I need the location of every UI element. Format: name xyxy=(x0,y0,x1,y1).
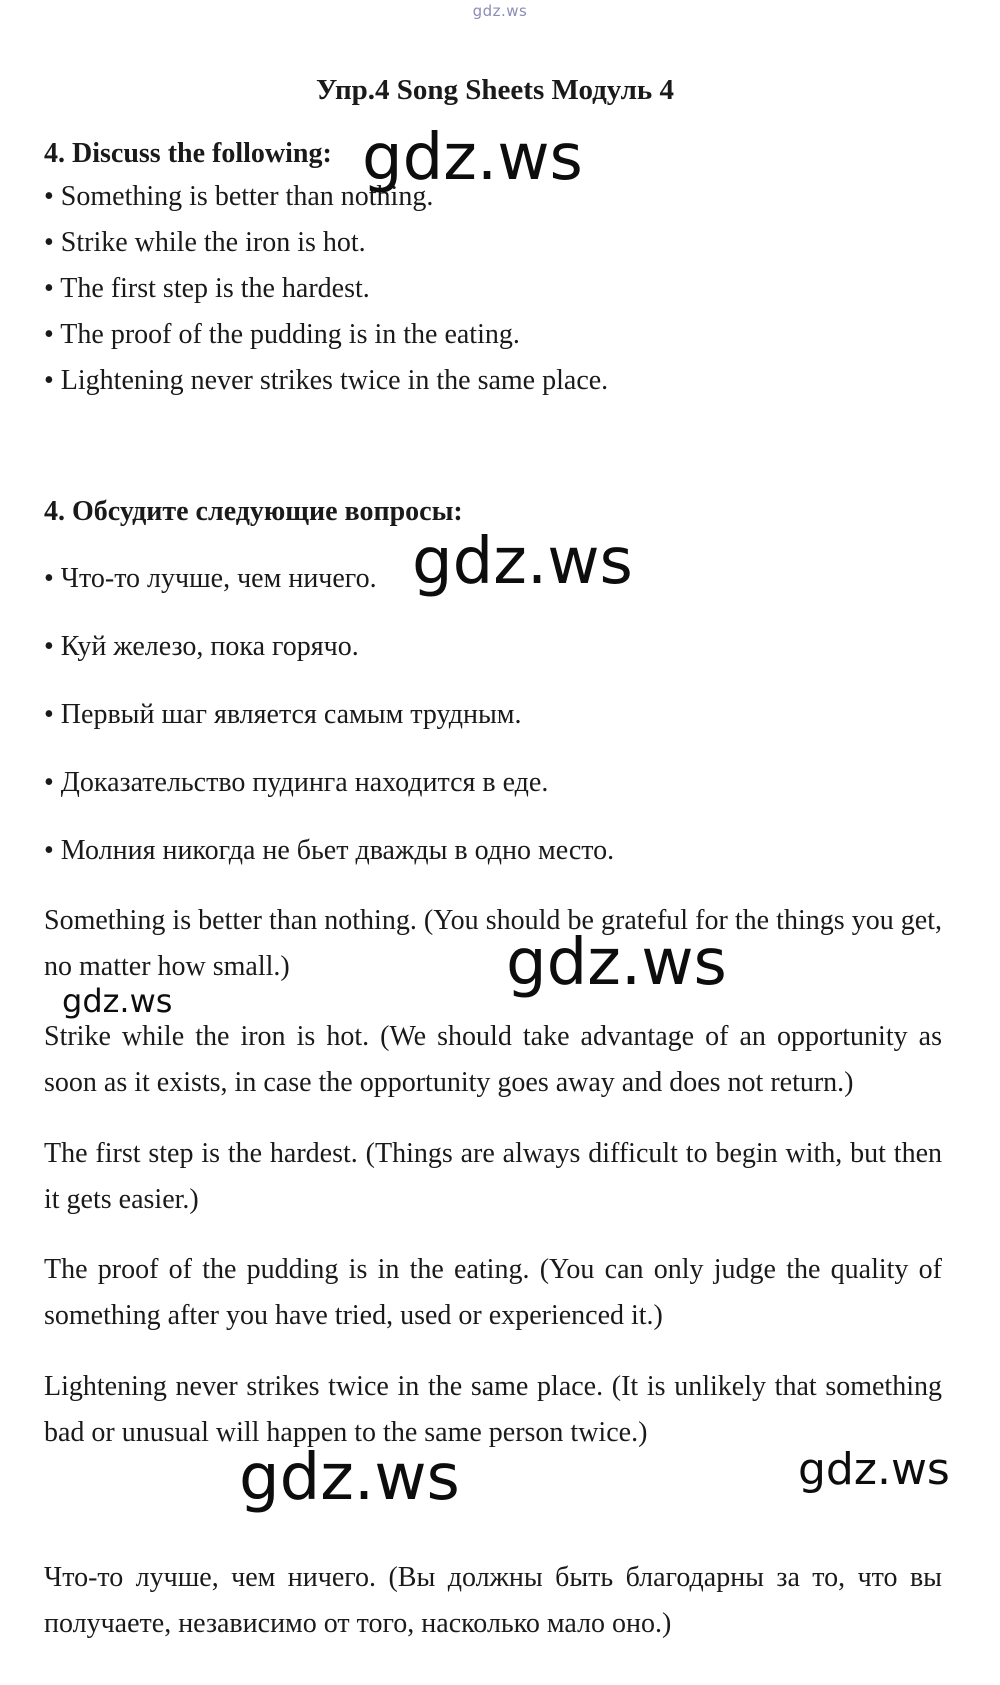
explanation-paragraph-2: Strike while the iron is hot. (We should take advantage of an opportunity as soon as it exists, in case the opportunity goes away and does not return.) xyxy=(44,1021,942,1098)
english-item-3: • The first step is the hardest. xyxy=(44,273,370,304)
explanation-paragraph-3: The first step is the hardest. (Things are always difficult to begin with, but then it gets easier.) xyxy=(44,1138,942,1215)
russian-item-4: • Доказательство пудинга находится в еде. xyxy=(44,767,549,798)
explanation-paragraph-4: The proof of the pudding is in the eating. (You can only judge the quality of something after you have tried, used or experienced it.) xyxy=(44,1254,942,1331)
explanation-paragraph-5: Lightening never strikes twice in the same place. (It is unlikely that something bad or unusual will happen to the same person twice.) xyxy=(44,1371,942,1448)
russian-item-2: • Куй железо, пока горячо. xyxy=(44,631,359,662)
watermark-logo: gdz.ws xyxy=(412,525,633,599)
english-heading: 4. Discuss the following: xyxy=(44,138,332,169)
russian-heading: 4. Обсудите следующие вопросы: xyxy=(44,496,463,527)
watermark-logo: gdz.ws xyxy=(798,1444,950,1495)
russian-item-3: • Первый шаг является самым трудным. xyxy=(44,699,522,730)
explanation-paragraph-6: Что-то лучше, чем ничего. (Вы должны быть благодарны за то, что вы получаете, независимо от того, насколько мало оно.) xyxy=(44,1562,942,1639)
site-watermark-top: gdz.ws xyxy=(472,2,528,20)
watermark-logo: gdz.ws xyxy=(506,926,727,1000)
watermark-logo: gdz.ws xyxy=(239,1441,460,1515)
english-item-1: • Something is better than nothing. xyxy=(44,181,434,212)
russian-item-5: • Молния никогда не бьет дважды в одно место. xyxy=(44,835,615,866)
watermark-logo: gdz.ws xyxy=(62,982,173,1020)
watermark-logo: gdz.ws xyxy=(362,121,583,195)
english-item-4: • The proof of the pudding is in the eating. xyxy=(44,319,520,350)
english-item-5: • Lightening never strikes twice in the same place. xyxy=(44,365,609,396)
english-item-2: • Strike while the iron is hot. xyxy=(44,227,366,258)
explanation-paragraph-1: Something is better than nothing. (You should be grateful for the things you get, no matter how small.) xyxy=(44,905,942,982)
russian-item-1: • Что-то лучше, чем ничего. xyxy=(44,563,377,594)
page-title: Упр.4 Song Sheets Модуль 4 xyxy=(316,74,674,106)
